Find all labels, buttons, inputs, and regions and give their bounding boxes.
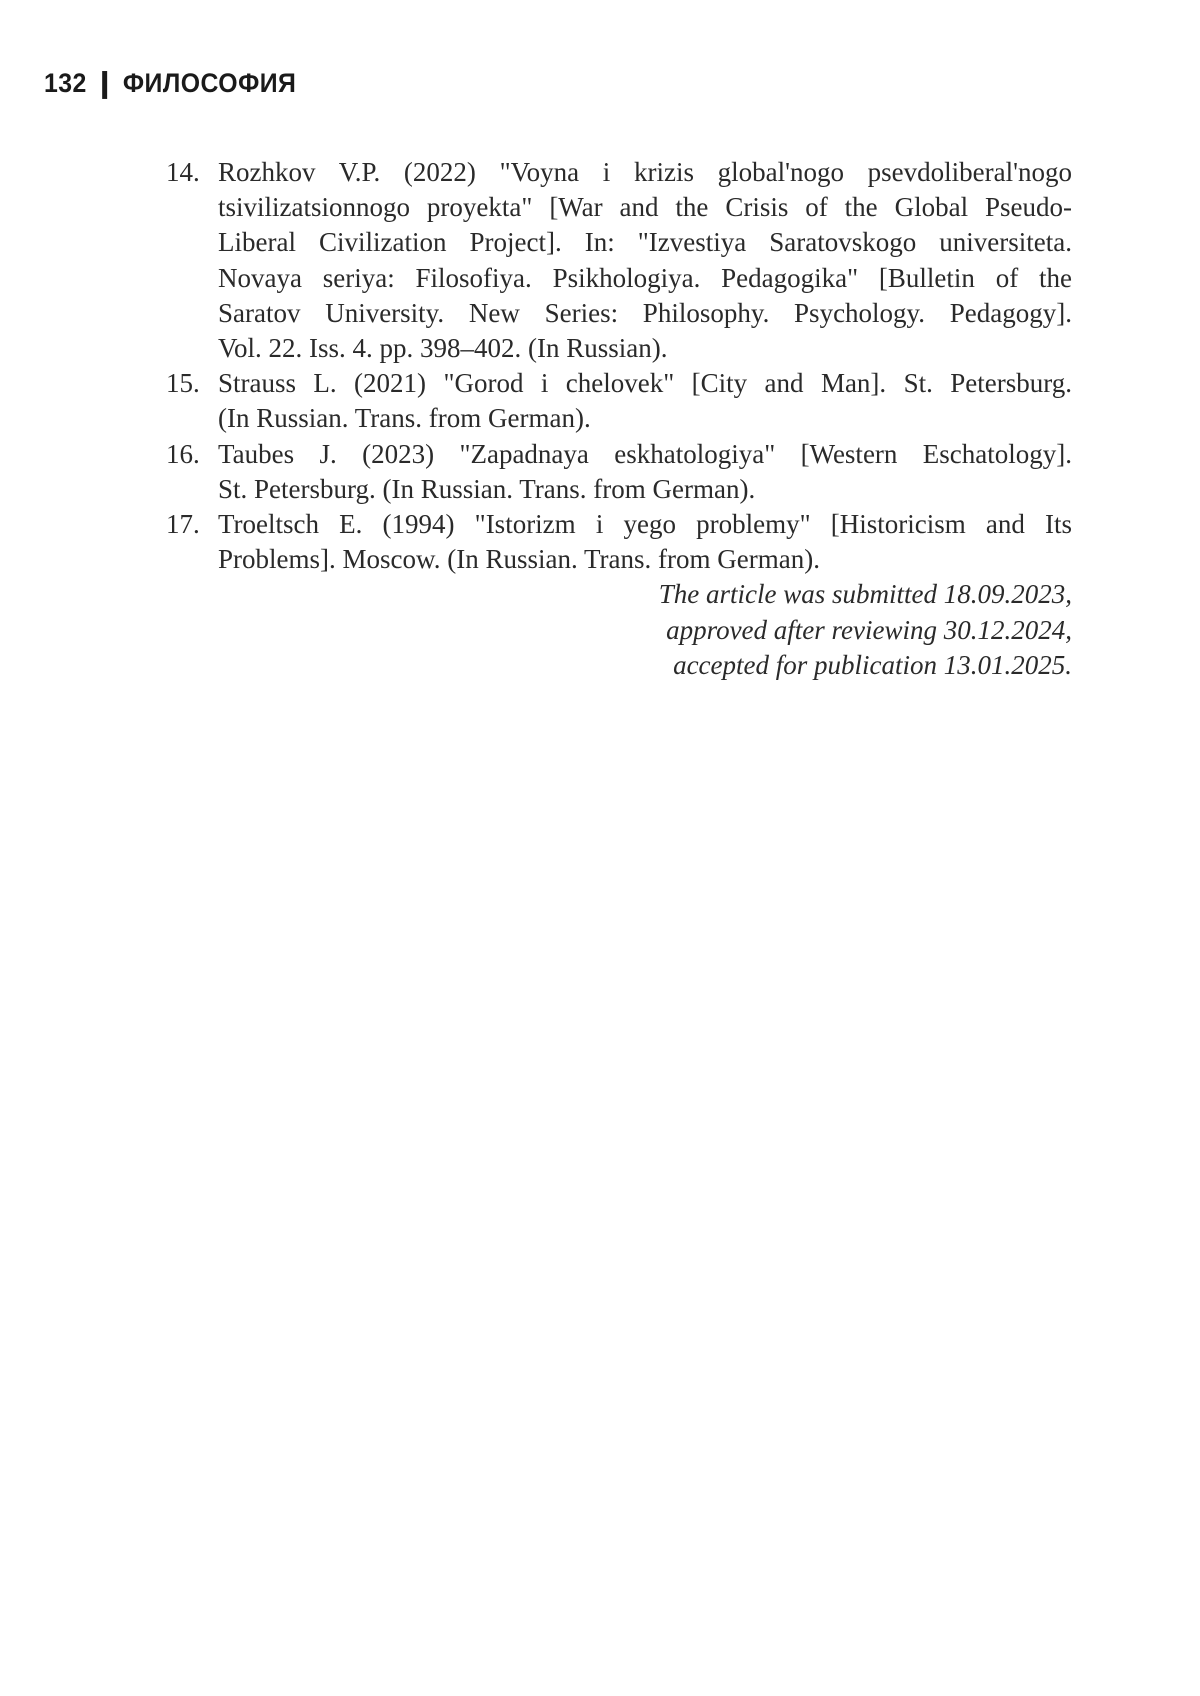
reference-line: tsivilizatsionnogo proyekta" [War and the Crisis of the Global Pseudo-	[218, 192, 1072, 223]
reference-line: Problems]. Moscow. (In Russian. Trans. from German).	[218, 544, 820, 575]
reference-line: Novaya seriya: Filosofiya. Psikhologiya. Pedagogika" [Bulletin of the	[218, 262, 1072, 293]
accepted-date: accepted for publication 13.01.2025.	[673, 649, 1072, 680]
section-title: ФИЛОСОФИЯ	[122, 68, 297, 98]
article-dates	[166, 577, 1072, 683]
reference-line: St. Petersburg. (In Russian. Trans. from German).	[218, 473, 756, 504]
reference-list	[166, 155, 1072, 683]
reference-line: Vol. 22. Iss. 4. pp. 398–402. (In Russian).	[218, 333, 668, 364]
reference-number: 15.	[166, 368, 200, 399]
reference-line: Rozhkov V.P. (2022) "Voyna i krizis global'nogo psevdoliberal'nogo	[218, 157, 1072, 187]
reference-line: Strauss L. (2021) "Gorod i chelovek" [City and Man]. St. Petersburg.	[218, 368, 1072, 399]
reference-item	[166, 155, 1072, 366]
page-number: 132	[44, 68, 87, 98]
submitted-date: The article was submitted 18.09.2023,	[658, 579, 1072, 610]
reference-line: Taubes J. (2023) "Zapadnaya eskhatologiya" [Western Eschatology].	[218, 438, 1072, 469]
reference-line: Troeltsch E. (1994) "Istorizm i yego problemy" [Historicism and Its	[218, 509, 1072, 540]
reference-item	[166, 437, 1072, 507]
reference-line: Saratov University. New Series: Philosophy. Psychology. Pedagogy].	[218, 297, 1072, 328]
reference-number: 17.	[166, 509, 200, 540]
reference-item	[166, 507, 1072, 577]
reference-line: (In Russian. Trans. from German).	[218, 403, 591, 434]
reference-item	[166, 366, 1072, 436]
running-header	[44, 68, 296, 99]
reference-number: 14.	[166, 157, 200, 187]
reference-line: Liberal Civilization Project]. In: "Izvestiya Saratovskogo universiteta.	[218, 227, 1072, 258]
header-separator: ❙	[94, 68, 116, 98]
reference-number: 16.	[166, 438, 200, 469]
approved-date: approved after reviewing 30.12.2024,	[666, 614, 1072, 645]
